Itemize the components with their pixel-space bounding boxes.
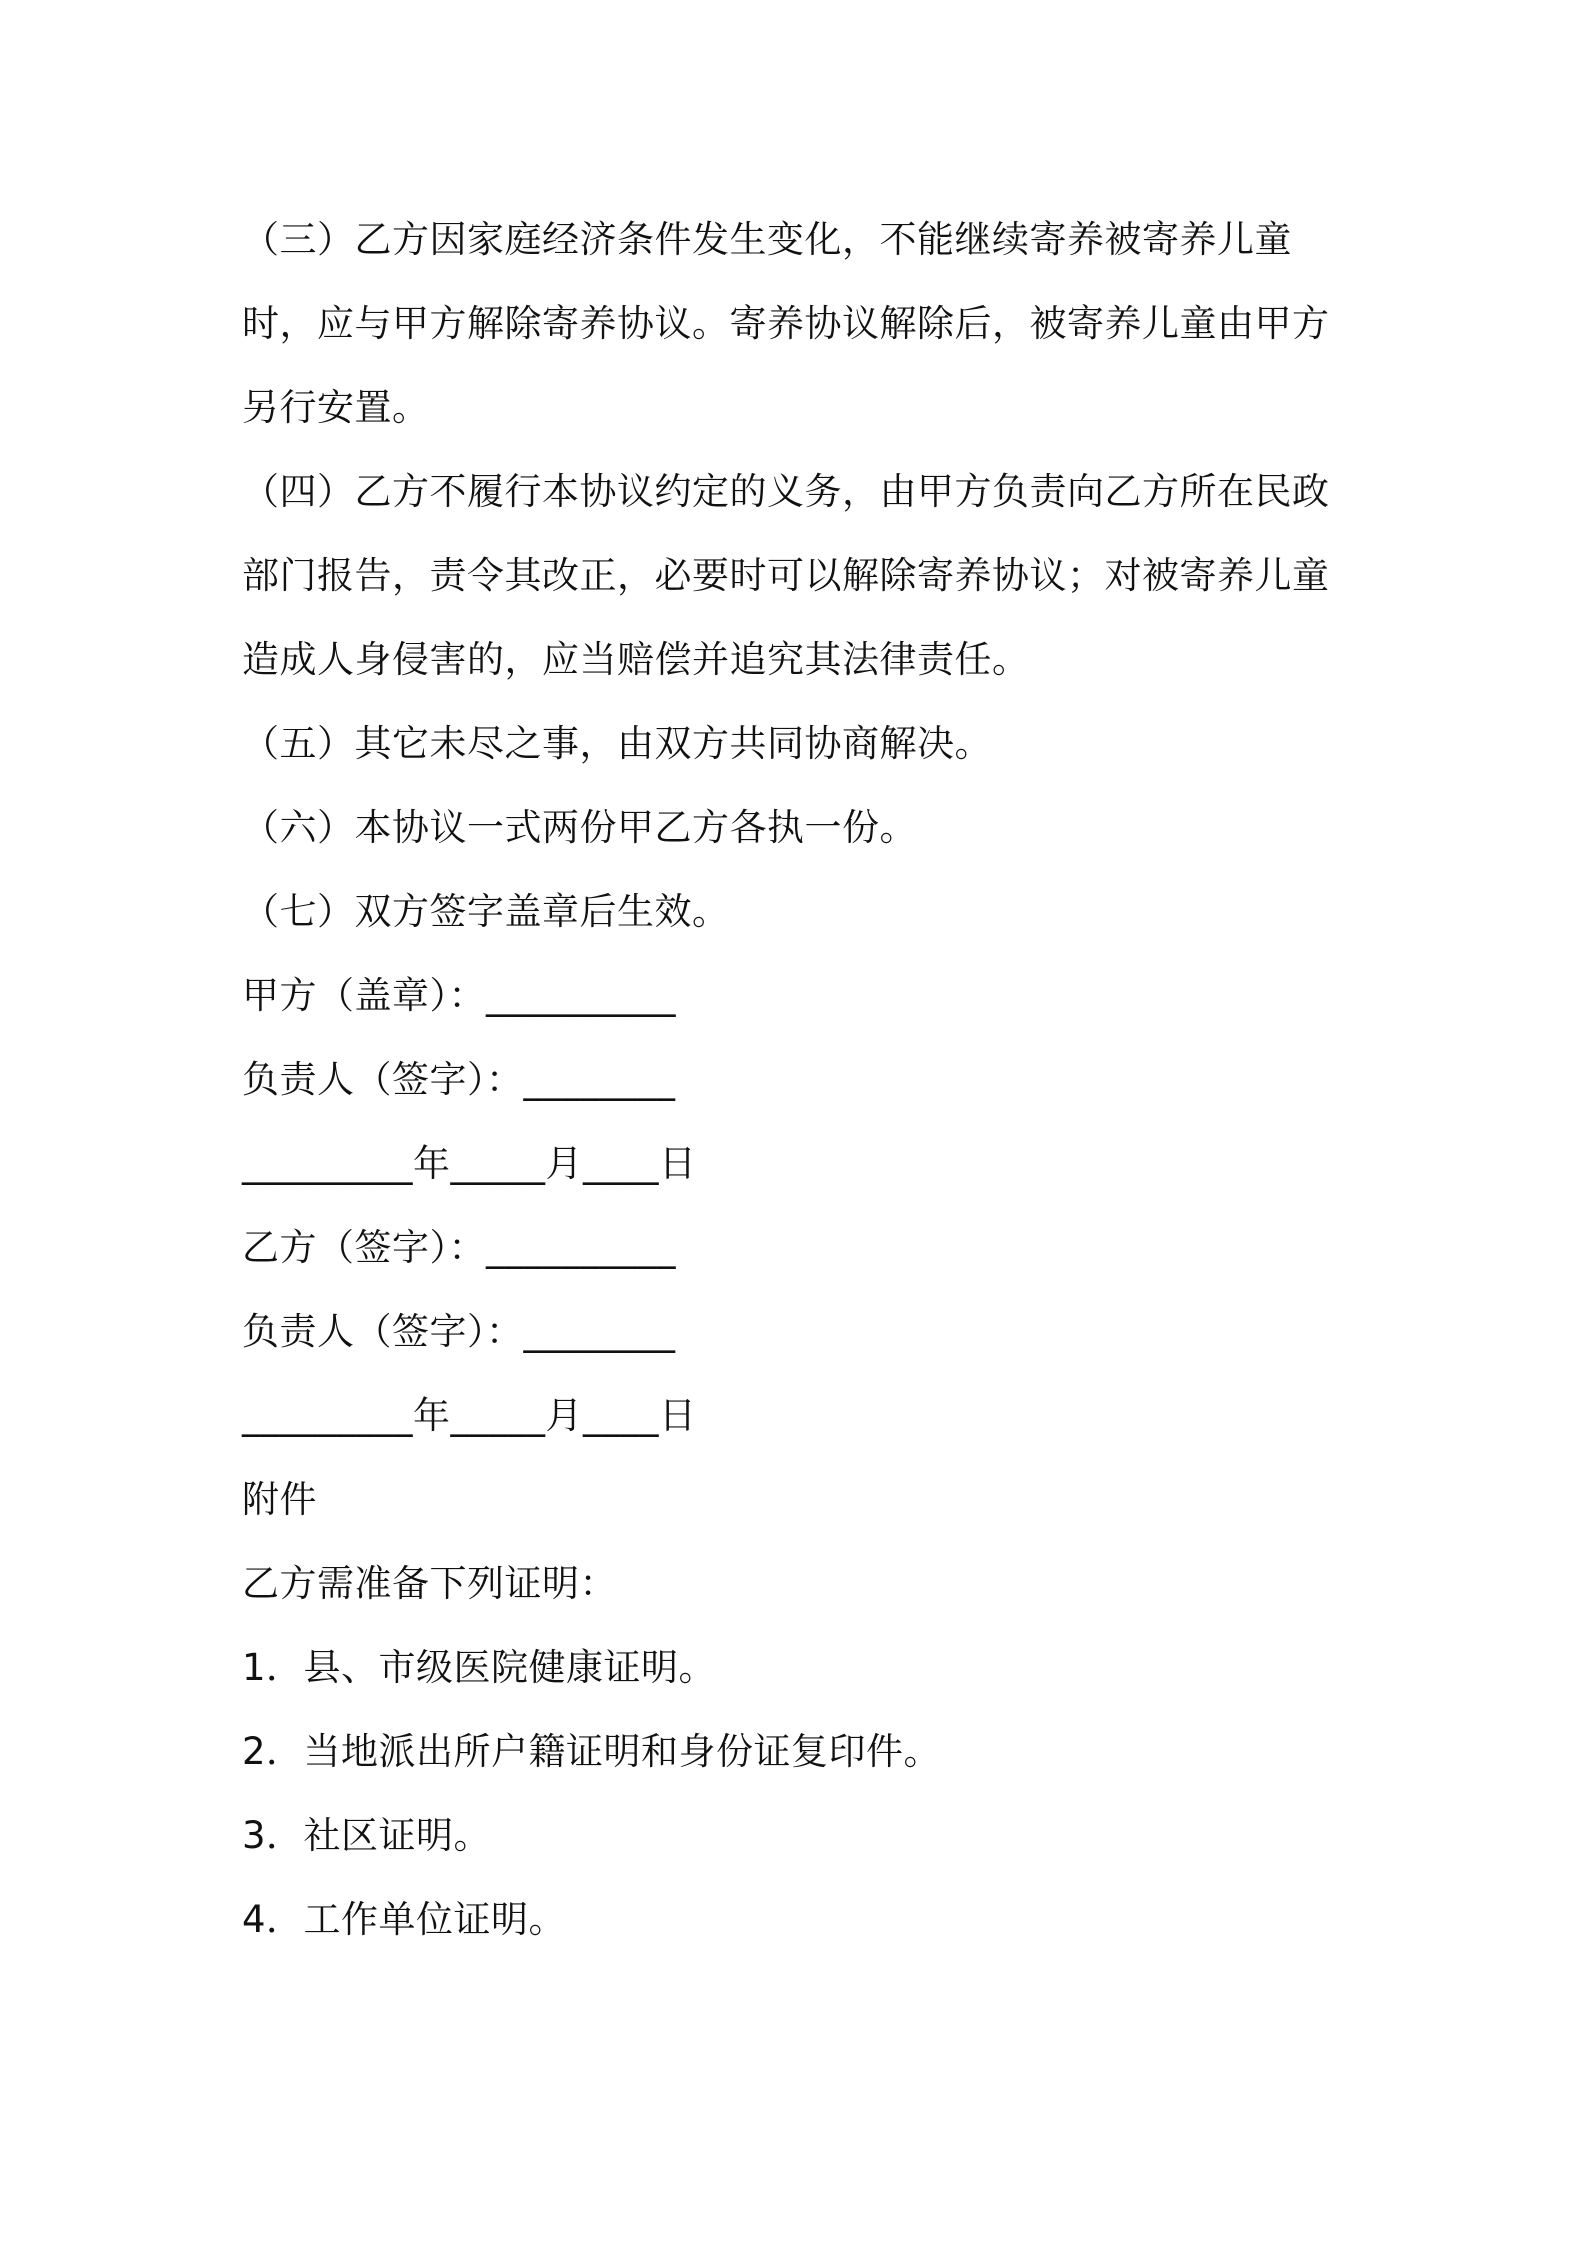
attachment-intro: 乙方需准备下列证明： bbox=[242, 1562, 617, 1605]
party-b-date-line: _________年_____月____日 bbox=[242, 1394, 697, 1437]
attachment-title: 附件 bbox=[242, 1478, 317, 1521]
attachment-item-1: 1．县、市级医院健康证明。 bbox=[242, 1646, 717, 1689]
party-b-person-line: 负责人（签字）：________ bbox=[242, 1310, 676, 1353]
attachment-item-2: 2．当地派出所户籍证明和身份证复印件。 bbox=[242, 1730, 942, 1773]
party-a-date-line: _________年_____月____日 bbox=[242, 1142, 697, 1185]
clause-6: （六）本协议一式两份甲乙方各执一份。 bbox=[242, 806, 917, 849]
clause-4: （四）乙方不履行本协议约定的义务，由甲方负责向乙方所在民政部门报告，责令其改正，必要时可以解除寄养协议；对被寄养儿童造成人身侵害的，应当赔偿并追究其法律责任。 bbox=[242, 470, 1330, 681]
party-a-seal-line: 甲方（盖章）：__________ bbox=[242, 974, 676, 1017]
clause-5: （五）其它未尽之事，由双方共同协商解决。 bbox=[242, 722, 992, 765]
clause-7: （七）双方签字盖章后生效。 bbox=[242, 890, 730, 933]
document-body bbox=[242, 198, 1357, 1962]
clause-3: （三）乙方因家庭经济条件发生变化，不能继续寄养被寄养儿童时，应与甲方解除寄养协议。寄养协议解除后，被寄养儿童由甲方另行安置。 bbox=[242, 218, 1330, 429]
party-b-sign-line: 乙方（签字）：__________ bbox=[242, 1226, 676, 1269]
attachment-item-3: 3．社区证明。 bbox=[242, 1814, 492, 1857]
attachment-item-4: 4．工作单位证明。 bbox=[242, 1898, 567, 1941]
party-a-person-line: 负责人（签字）：________ bbox=[242, 1058, 676, 1101]
